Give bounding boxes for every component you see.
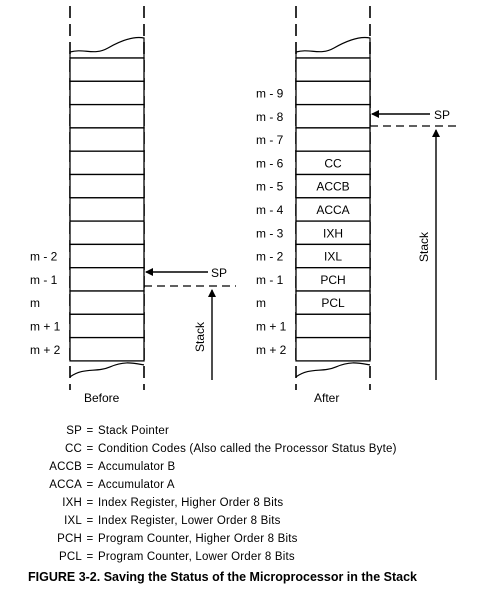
abbreviation-legend xyxy=(0,422,494,566)
after-row-label: m xyxy=(256,296,266,311)
after-cell-label: CC xyxy=(324,156,342,171)
after-row-label: m - 3 xyxy=(256,226,284,241)
before-memory-cell xyxy=(70,221,144,244)
legend-description: Accumulator B xyxy=(98,461,176,473)
after-cell-label: PCL xyxy=(321,296,345,311)
legend-description: Accumulator A xyxy=(98,479,175,491)
before-memory-cell xyxy=(70,338,144,361)
before-row-label: m xyxy=(30,296,40,311)
after-cell-label: PCH xyxy=(320,272,346,287)
before-sp-label: SP xyxy=(211,266,228,280)
legend-abbreviation: ACCA xyxy=(49,479,82,491)
legend-row xyxy=(0,458,494,476)
after-memory-cell xyxy=(296,128,370,151)
legend-equals-sign: = xyxy=(86,497,94,509)
legend-abbreviation: SP xyxy=(66,425,82,437)
legend-equals-sign: = xyxy=(86,461,94,473)
legend-abbreviation: IXH xyxy=(62,497,82,509)
legend-row xyxy=(0,476,494,494)
legend-equals-sign: = xyxy=(86,551,94,563)
legend-row xyxy=(0,422,494,440)
before-memory-cell xyxy=(70,58,144,81)
before-memory-cell xyxy=(70,105,144,128)
after-row-label: m - 6 xyxy=(256,156,284,171)
after-torn-bottom-edge xyxy=(296,363,370,377)
legend-row xyxy=(0,440,494,458)
after-memory-cell xyxy=(296,81,370,104)
before-memory-cell xyxy=(70,81,144,104)
before-row-label: m + 1 xyxy=(30,319,61,334)
before-memory-cells xyxy=(70,37,144,376)
after-row-label: m + 2 xyxy=(256,342,287,357)
legend-equals-sign: = xyxy=(86,533,94,545)
after-stack xyxy=(256,6,458,405)
before-row-label: m - 2 xyxy=(30,249,58,264)
after-row-labels xyxy=(256,86,287,356)
after-row-label: m + 1 xyxy=(256,319,287,334)
before-row-labels xyxy=(30,250,61,357)
after-row-label: m - 8 xyxy=(256,109,284,124)
after-memory-cell xyxy=(296,338,370,361)
legend-description: Stack Pointer xyxy=(98,425,169,437)
legend-abbreviation: ACCB xyxy=(49,461,82,473)
after-stack-label: Stack xyxy=(417,231,431,262)
legend-abbreviation: PCH xyxy=(57,533,82,545)
figure-caption: FIGURE 3-2. Saving the Status of the Microprocessor in the Stack xyxy=(28,570,417,584)
after-cell-label: IXH xyxy=(322,226,344,241)
legend-equals-sign: = xyxy=(86,443,94,455)
legend-abbreviation: IXL xyxy=(64,515,82,527)
legend-description: Index Register, Higher Order 8 Bits xyxy=(98,497,284,509)
after-row-label: m - 9 xyxy=(256,86,284,101)
after-cell-label: IXL xyxy=(323,249,343,264)
after-cell-label: ACCB xyxy=(316,179,350,194)
after-row-label: m - 7 xyxy=(256,133,284,148)
after-cell-label: ACCA xyxy=(316,202,350,217)
legend-description: Index Register, Lower Order 8 Bits xyxy=(98,515,281,527)
after-torn-top-edge xyxy=(296,37,370,58)
after-memory-cell xyxy=(296,58,370,81)
before-memory-cell xyxy=(70,314,144,337)
before-stack xyxy=(30,6,236,405)
legend-row xyxy=(0,494,494,512)
legend-description: Condition Codes (Also called the Processor Status Byte) xyxy=(98,443,397,455)
before-torn-top-edge xyxy=(70,37,144,58)
after-memory-cell xyxy=(296,105,370,128)
before-caption: Before xyxy=(84,391,120,405)
legend-equals-sign: = xyxy=(86,515,94,527)
legend-row xyxy=(0,512,494,530)
before-row-label: m - 1 xyxy=(30,272,58,287)
before-memory-cell xyxy=(70,151,144,174)
legend-equals-sign: = xyxy=(86,425,94,437)
before-memory-cell xyxy=(70,198,144,221)
before-memory-cell xyxy=(70,268,144,291)
before-memory-cell xyxy=(70,244,144,267)
after-row-label: m - 5 xyxy=(256,179,284,194)
after-memory-cells xyxy=(296,37,370,376)
legend-row xyxy=(0,530,494,548)
before-torn-bottom-edge xyxy=(70,363,144,377)
legend-abbreviation: CC xyxy=(64,443,82,455)
before-memory-cell xyxy=(70,175,144,198)
legend-description: Program Counter, Lower Order 8 Bits xyxy=(98,551,295,563)
legend-row xyxy=(0,548,494,566)
legend-equals-sign: = xyxy=(86,479,94,491)
after-row-label: m - 1 xyxy=(256,272,284,287)
after-sp-label: SP xyxy=(434,108,451,122)
after-memory-cell xyxy=(296,314,370,337)
before-memory-cell xyxy=(70,128,144,151)
after-caption: After xyxy=(314,391,340,405)
before-row-label: m + 2 xyxy=(30,342,61,357)
before-stack-label: Stack xyxy=(193,321,207,352)
legend-description: Program Counter, Higher Order 8 Bits xyxy=(98,533,298,545)
legend-abbreviation: PCL xyxy=(59,551,82,563)
before-memory-cell xyxy=(70,291,144,314)
after-row-label: m - 4 xyxy=(256,202,284,217)
after-row-label: m - 2 xyxy=(256,249,284,264)
